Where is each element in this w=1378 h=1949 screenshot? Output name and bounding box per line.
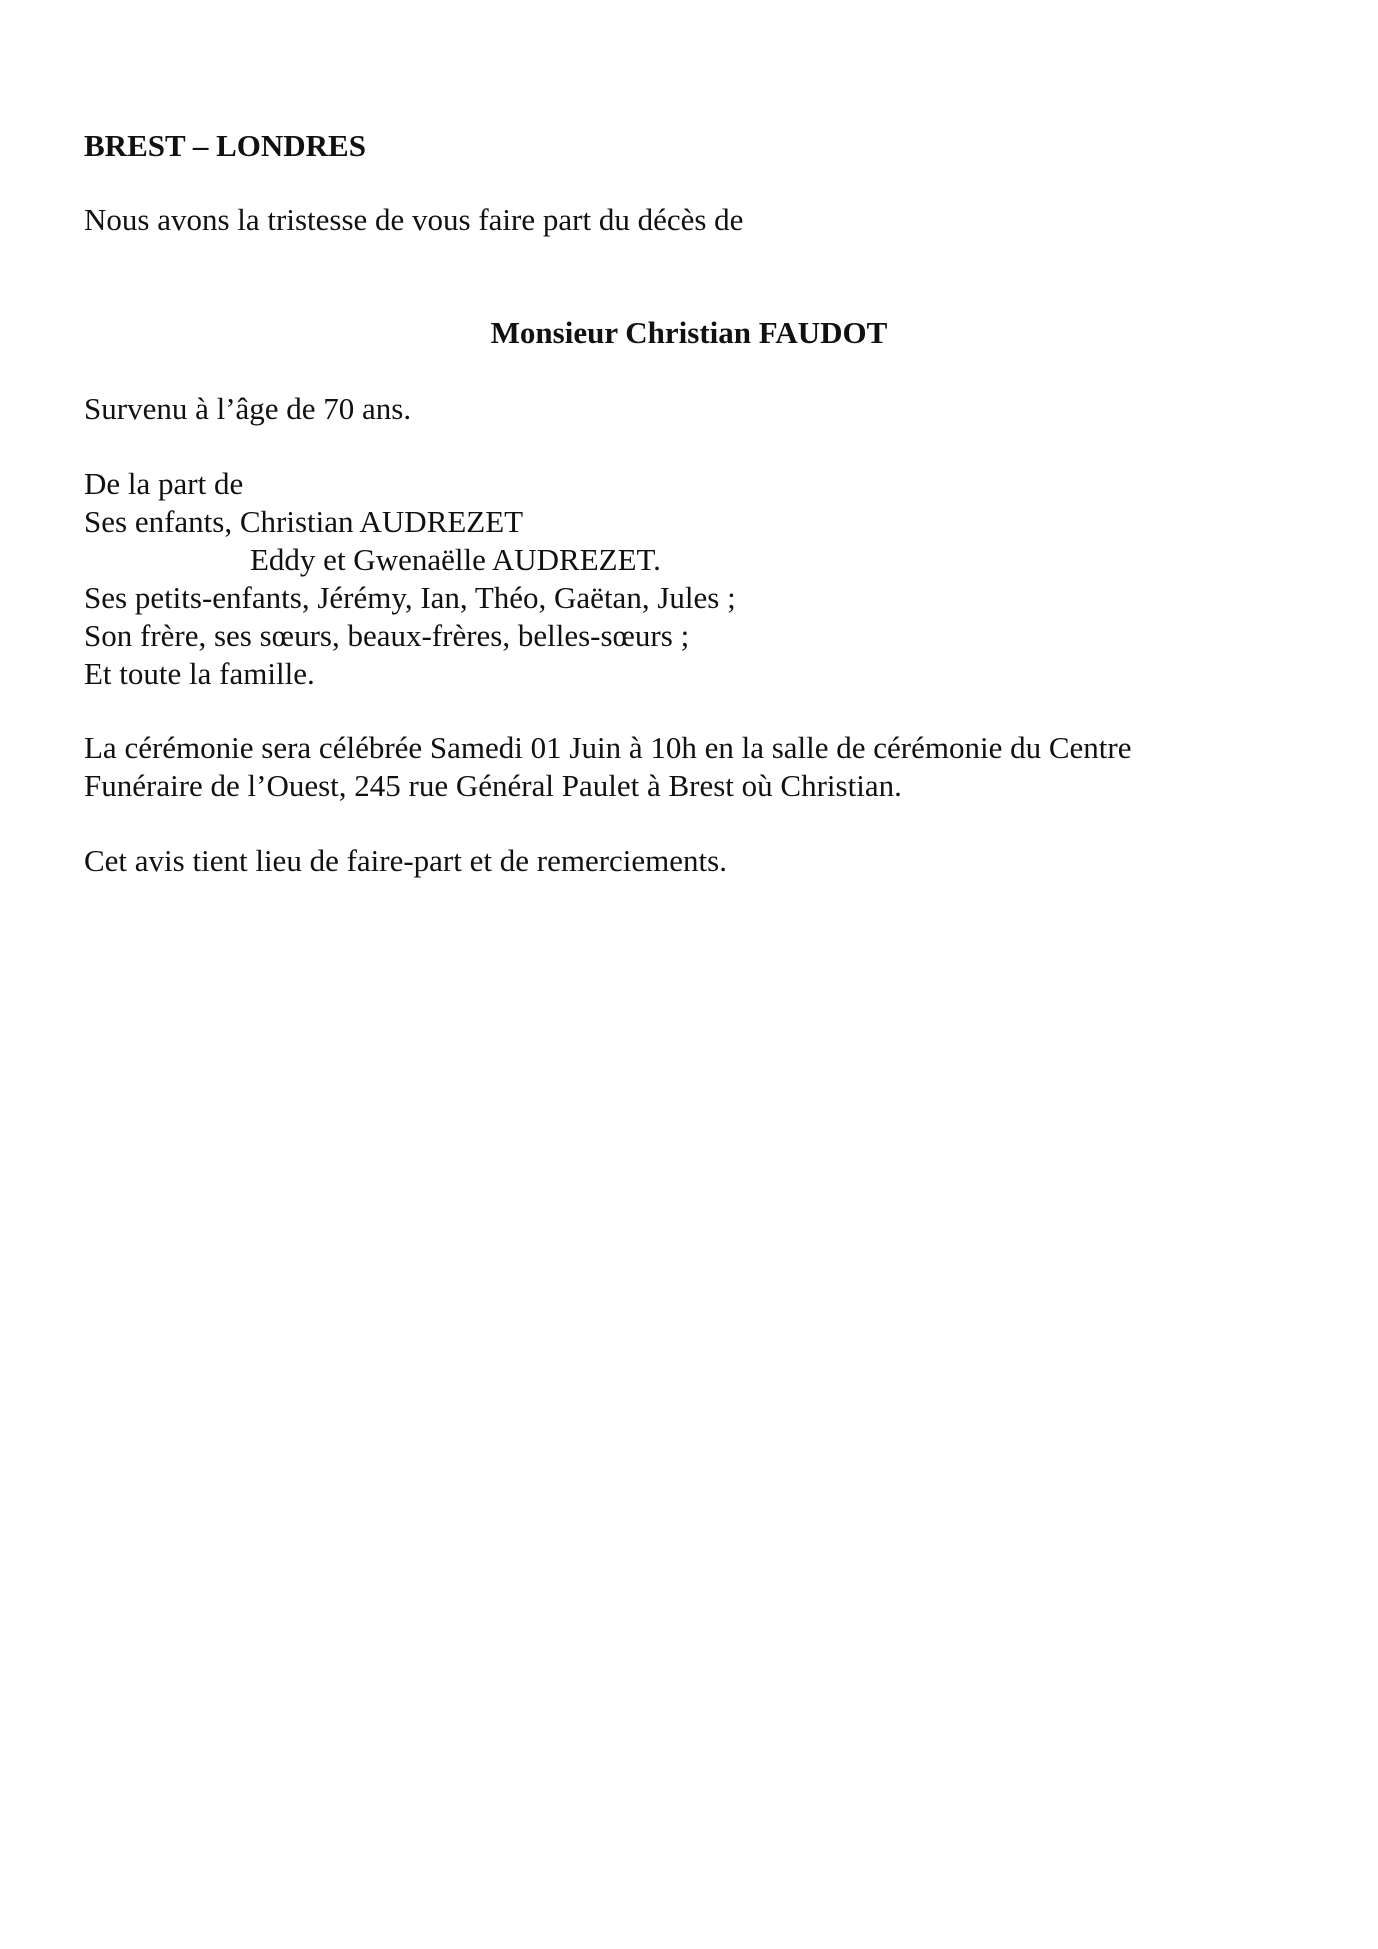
- children-line-1: Ses enfants, Christian AUDREZET: [84, 504, 524, 539]
- children-line-2: Eddy et Gwenaëlle AUDREZET.: [250, 542, 661, 577]
- ceremony-line-2: Funéraire de l’Ouest, 245 rue Général Paulet à Brest où Christian.: [84, 768, 902, 803]
- heading: BREST – LONDRES: [84, 128, 366, 163]
- siblings-line: Son frère, ses sœurs, beaux-frères, belles-sœurs ;: [84, 618, 690, 653]
- deceased-name: Monsieur Christian FAUDOT: [490, 315, 888, 350]
- family-line: Et toute la famille.: [84, 656, 315, 691]
- age-text: Survenu à l’âge de 70 ans.: [84, 391, 412, 426]
- closing-text: Cet avis tient lieu de faire-part et de remerciements.: [84, 843, 727, 878]
- grandchildren-line: Ses petits-enfants, Jérémy, Ian, Théo, Gaëtan, Jules ;: [84, 580, 736, 615]
- ceremony-line-1: La cérémonie sera célébrée Samedi 01 Juin à 10h en la salle de cérémonie du Centre: [84, 730, 1132, 765]
- intro-text: Nous avons la tristesse de vous faire part du décès de: [84, 202, 744, 237]
- family-from-line: De la part de: [84, 466, 244, 501]
